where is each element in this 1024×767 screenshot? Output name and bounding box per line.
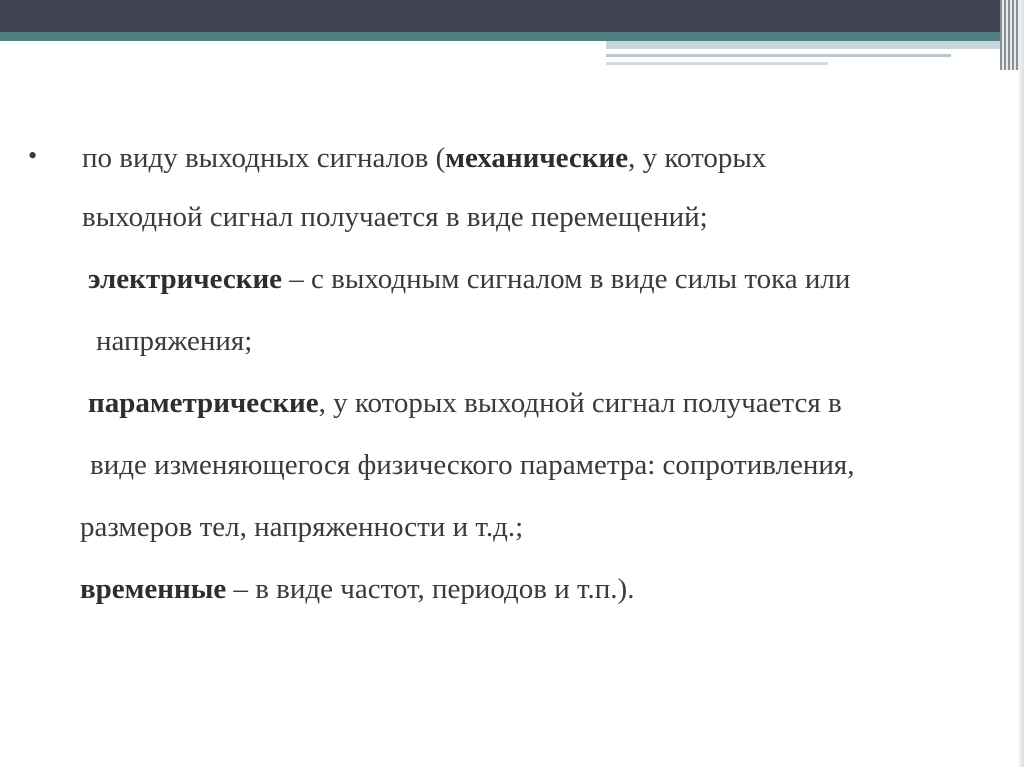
text-line-5-post: , у которых выходной сигнал получается в bbox=[318, 387, 842, 419]
text-line-2 bbox=[82, 200, 708, 234]
slide-right-edge bbox=[1019, 0, 1024, 767]
text-line-7-pre: размеров тел, напряженности и т.д.; bbox=[80, 511, 524, 543]
text-line-7 bbox=[80, 510, 523, 544]
text-line-3-bold: электрические bbox=[88, 263, 283, 295]
text-line-6 bbox=[90, 448, 855, 482]
text-line-8-post: – в виде частот, периодов и т.п.). bbox=[226, 573, 635, 605]
text-line-1-bold: механические bbox=[445, 142, 629, 174]
header-bar-light bbox=[606, 41, 1008, 49]
header-bar-teal bbox=[0, 32, 1010, 41]
header-accent-line bbox=[606, 54, 951, 57]
text-line-5 bbox=[88, 386, 842, 420]
text-line-4-pre: напряжения; bbox=[96, 325, 253, 357]
text-line-8-bold: временные bbox=[80, 573, 227, 605]
text-line-6-pre: виде изменяющегося физического параметра: сопротивления, bbox=[90, 449, 855, 481]
bullet-marker: • bbox=[28, 141, 38, 170]
text-line-3 bbox=[88, 262, 850, 296]
header-bar-dark bbox=[0, 0, 1024, 32]
text-line-3-post: – с выходным сигналом в виде силы тока или bbox=[282, 263, 851, 295]
text-line-8 bbox=[80, 572, 634, 606]
text-line-1-post: , у которых bbox=[628, 142, 767, 174]
text-line-1-pre: по виду выходных сигналов ( bbox=[82, 142, 446, 174]
text-line-1 bbox=[82, 141, 766, 175]
text-line-5-bold: параметрические bbox=[88, 387, 319, 419]
header-accent-line-2 bbox=[606, 62, 828, 65]
text-line-4 bbox=[96, 324, 252, 358]
text-line-2-pre: выходной сигнал получается в виде перемещений; bbox=[82, 201, 708, 233]
